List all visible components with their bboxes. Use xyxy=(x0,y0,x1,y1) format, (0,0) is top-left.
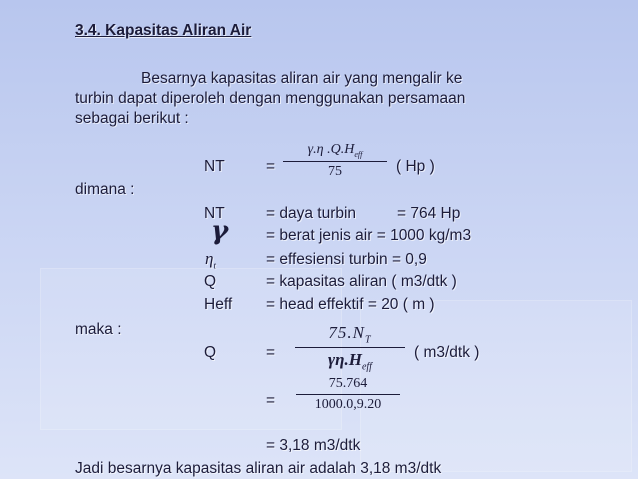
def-eta-sub: t xyxy=(213,260,216,271)
eq3-equals: = xyxy=(266,392,276,409)
def-eta-symbol xyxy=(205,249,216,270)
slide-title: 3.4. Kapasitas Aliran Air xyxy=(75,22,252,39)
def-gamma-symbol: γ xyxy=(211,216,229,246)
eq2-numerator-sub: T xyxy=(365,334,372,346)
intro-line-2: turbin dapat diperoleh dengan menggunakan persamaan xyxy=(75,90,466,107)
eq2-equals: = xyxy=(266,344,276,361)
eq2-fraction-bar xyxy=(295,347,405,348)
eq1-unit: ( Hp ) xyxy=(396,158,435,175)
eq1-numerator: γ.η .Q.H xyxy=(307,142,355,157)
conclusion-text: Jadi besarnya kapasitas aliran air adalah 3,18 m3/dtk xyxy=(75,460,442,477)
maka-label: maka : xyxy=(75,321,122,338)
eq3-fraction xyxy=(296,376,400,413)
eq1-fraction-bar xyxy=(283,161,387,162)
eq2-fraction xyxy=(295,323,405,373)
eq1-denominator: 75 xyxy=(328,163,342,179)
def-gamma-text: = berat jenis air = 1000 kg/m3 xyxy=(266,227,472,244)
intro-line-3: sebagai berikut : xyxy=(75,110,189,127)
eq2-denominator: γη.H xyxy=(328,350,362,370)
def-q-text: = kapasitas aliran ( m3/dtk ) xyxy=(266,273,457,290)
def-nt-extra: = 764 Hp xyxy=(397,205,461,222)
def-heff-text: = head effektif = 20 ( m ) xyxy=(266,296,435,313)
def-nt-text: = daya turbin xyxy=(266,205,357,222)
eq2-lhs: Q xyxy=(204,344,217,361)
dimana-label: dimana : xyxy=(75,181,135,198)
intro-line-1: Besarnya kapasitas aliran air yang mengalir ke xyxy=(141,70,463,87)
eq1-lhs: NT xyxy=(204,158,225,175)
eq1-fraction xyxy=(283,142,387,180)
eq3-numerator: 75.764 xyxy=(328,376,368,391)
def-q-symbol: Q xyxy=(204,273,217,290)
def-eta-letter: η xyxy=(205,249,214,268)
eq3-denominator: 1000.0,9.20 xyxy=(314,397,382,412)
eq2-denominator-sub: eff xyxy=(361,361,372,373)
def-heff-symbol: Heff xyxy=(204,296,233,313)
def-nt-symbol: NT xyxy=(204,205,225,222)
eq1-numerator-sub: eff xyxy=(354,149,363,159)
eq2-numerator: 75.N xyxy=(328,323,366,342)
eq1-equals: = xyxy=(266,158,276,175)
eq2-unit: ( m3/dtk ) xyxy=(414,344,480,361)
result-text: = 3,18 m3/dtk xyxy=(266,437,361,454)
def-eta-text: = effesiensi turbin = 0,9 xyxy=(266,251,427,268)
eq3-fraction-bar xyxy=(296,394,400,395)
